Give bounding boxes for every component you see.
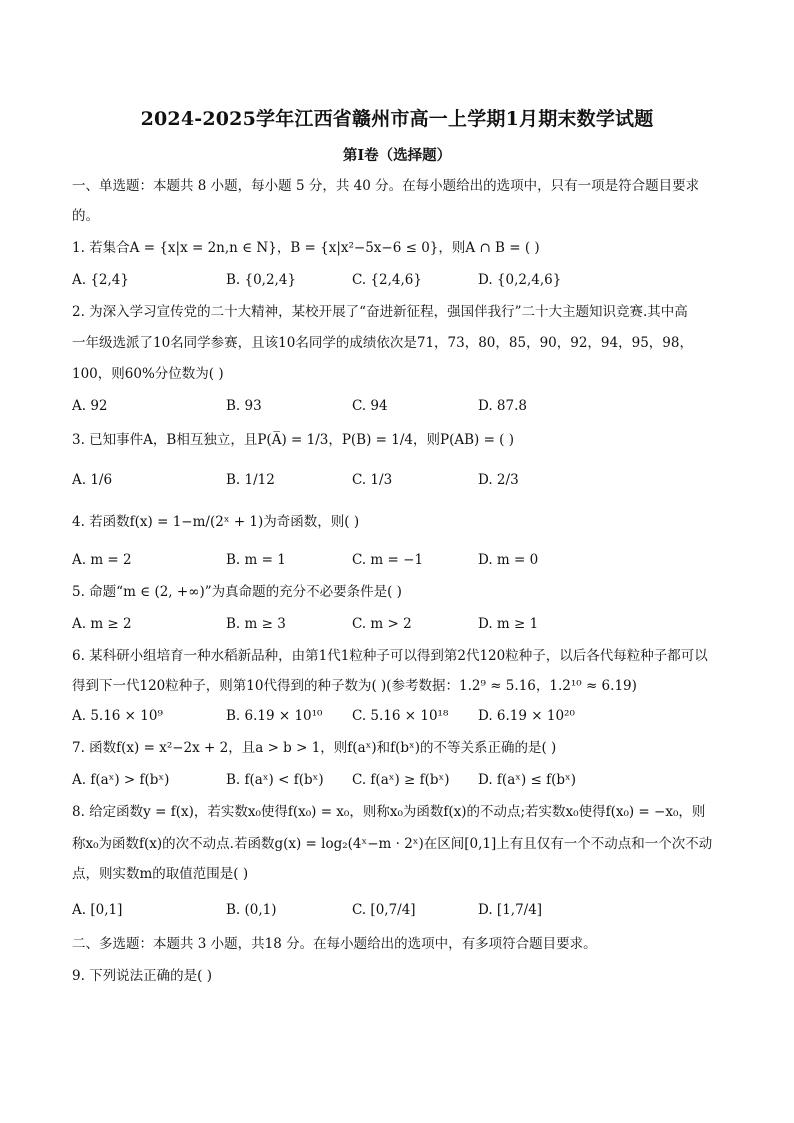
q1-option-b: B. {0,2,4} [226, 272, 297, 288]
q7-option-b: B. f(aˣ) < f(bˣ) [226, 772, 324, 788]
q2-option-d: D. 87.8 [478, 398, 527, 414]
q3-option-c: C. 1/3 [352, 472, 393, 488]
question-8-line2: 称x₀为函数f(x)的次不动点.若函数g(x) = log₂(4ˣ−m · 2ˣ)在区间[0,1]上有且仅有一个不动点和一个次不动 [72, 836, 713, 852]
question-6-line2: 得到下一代120粒种子，则第10代得到的种子数为( )(参考数据：1.2⁹ ≈ 5.16，1.2¹⁰ ≈ 6.19) [72, 678, 637, 694]
q5-option-c: C. m > 2 [352, 616, 412, 632]
q7-option-c: C. f(aˣ) ≥ f(bˣ) [352, 772, 450, 788]
q6-option-d: D. 6.19 × 10²⁰ [478, 708, 575, 724]
q1-option-d: D. {0,2,4,6} [478, 272, 562, 288]
question-7-stem: 7. 函数f(x) = x²−2x + 2，且a > b > 1，则f(aˣ)和f(bˣ)的不等关系正确的是( ) [72, 740, 557, 756]
section1-line2: 的。 [72, 208, 99, 224]
section-subtitle: 第I卷（选择题） [342, 147, 452, 164]
q2-option-a: A. 92 [72, 398, 108, 414]
q8-option-c: C. [0,7/4] [352, 902, 416, 918]
q4-option-c: C. m = −1 [352, 552, 424, 568]
section1-heading [72, 176, 732, 196]
section1-heading-cont [72, 206, 732, 226]
question-5-stem: 5. 命题“m ∈ (2, +∞)”为真命题的充分不必要条件是( ) [72, 584, 402, 600]
q6-option-b: B. 6.19 × 10¹⁰ [226, 708, 323, 724]
q1-option-c: C. {2,4,6} [352, 272, 422, 288]
q4-option-a: A. m = 2 [72, 552, 132, 568]
page-title: 2024-2025学年江西省赣州市高一上学期1月期末数学试题 [140, 108, 654, 130]
q1-option-a: A. {2,4} [72, 272, 129, 288]
q8-option-a: A. [0,1] [72, 902, 123, 918]
question-6-line1: 6. 某科研小组培育一种水稻新品种，由第1代1粒种子可以得到第2代120粒种子，以后各代每粒种子都可以 [72, 648, 708, 664]
q2-option-c: C. 94 [352, 398, 388, 414]
question-2-line3: 100，则60%分位数为( ) [72, 366, 224, 382]
q3-option-b: B. 1/12 [226, 472, 275, 488]
question-8-line3: 点，则实数m的取值范围是( ) [72, 866, 249, 882]
question-2-line2: 一年级选派了10名同学参赛，且该10名同学的成绩依次是71，73，80，85，90，92，94，95，98， [72, 335, 693, 351]
q2-option-b: B. 93 [226, 398, 262, 414]
question-3-stem: 3. 已知事件A，B相互独立，且P(A̅) = 1/3，P(B) = 1/4，则P(AB) = ( ) [72, 432, 514, 448]
section1-line1: 一、单选题：本题共 8 小题，每小题 5 分，共 40 分。在每小题给出的选项中，只有一项是符合题目要求 [72, 178, 700, 194]
q4-option-d: D. m = 0 [478, 552, 539, 568]
q7-option-d: D. f(aˣ) ≤ f(bˣ) [478, 772, 577, 788]
question-4-stem: 4. 若函数f(x) = 1−m/(2ˣ + 1)为奇函数，则( ) [72, 514, 360, 530]
q8-option-b: B. (0,1) [226, 902, 277, 918]
question-8-line1: 8. 给定函数y = f(x)，若实数x₀使得f(x₀) = x₀，则称x₀为函数f(x)的不动点;若实数x₀使得f(x₀) = −x₀，则 [72, 804, 706, 820]
question-1-stem: 1. 若集合A = {x|x = 2n,n ∈ N}，B = {x|x²−5x−6 ≤ 0}，则A ∩ B = ( ) [72, 240, 540, 256]
q6-option-c: C. 5.16 × 10¹⁸ [352, 708, 449, 724]
question-9-stem: 9. 下列说法正确的是( ) [72, 968, 212, 984]
section2-heading: 二、多选题：本题共 3 小题，共18 分。在每小题给出的选项中，有多项符合题目要求。 [72, 936, 597, 952]
q7-option-a: A. f(aˣ) > f(bˣ) [72, 772, 170, 788]
q4-option-b: B. m = 1 [226, 552, 286, 568]
q8-option-d: D. [1,7/4] [478, 902, 543, 918]
q5-option-d: D. m ≥ 1 [478, 616, 539, 632]
question-2-line1: 2. 为深入学习宣传党的二十大精神，某校开展了“奋进新征程，强国伴我行”二十大主题知识竞赛.其中高 [72, 304, 688, 320]
q3-option-d: D. 2/3 [478, 472, 519, 488]
q3-option-a: A. 1/6 [72, 472, 113, 488]
q5-option-b: B. m ≥ 3 [226, 616, 286, 632]
q6-option-a: A. 5.16 × 10⁹ [72, 708, 163, 724]
q5-option-a: A. m ≥ 2 [72, 616, 132, 632]
